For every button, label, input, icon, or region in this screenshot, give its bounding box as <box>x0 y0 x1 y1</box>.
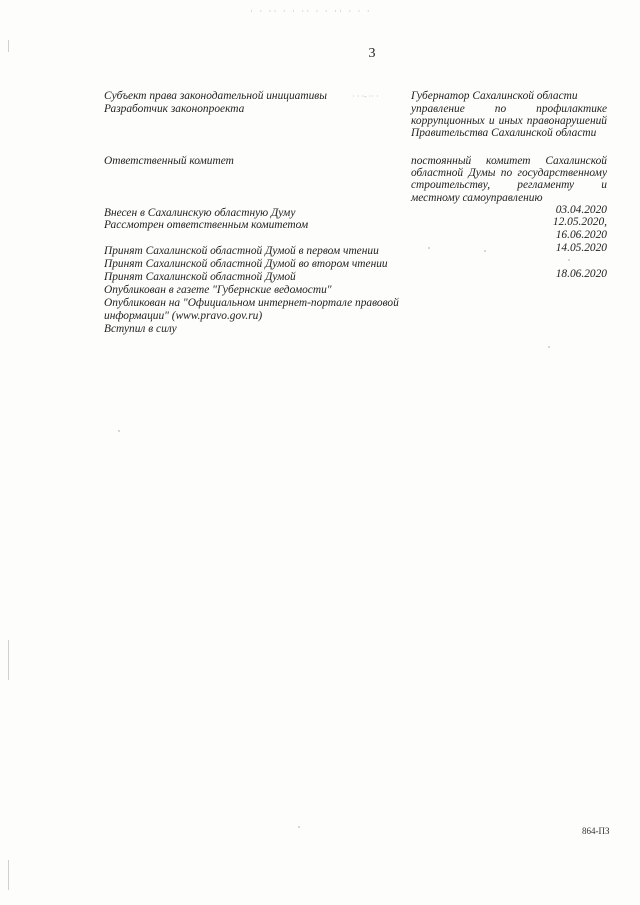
developer-value: управление по профилактике коррупционных и иных правонарушений Правительства Сахалинской области <box>411 103 607 140</box>
page-number: 3 <box>368 46 376 61</box>
second-reading-label: Принят Сахалинской областной Думой во втором чтении <box>104 258 388 270</box>
scan-artifact <box>352 94 392 100</box>
first-reading-date: 14.05.2020 <box>555 242 607 254</box>
adopted-date: 18.06.2020 <box>555 268 607 280</box>
scan-speck <box>428 247 430 249</box>
first-reading-label: Принят Сахалинской областной Думой в первом чтении <box>104 245 379 257</box>
scan-smudge <box>250 6 410 20</box>
subject-value: Губернатор Сахалинской области <box>411 90 578 102</box>
reviewed-date-2: 16.06.2020 <box>555 229 607 241</box>
submitted-date: 03.04.2020 <box>555 204 607 216</box>
published-portal-label-line1: Опубликован на "Официальном интернет-портале правовой <box>104 297 399 309</box>
scan-speck <box>118 430 120 432</box>
document-code: 864-ПЗ <box>582 826 610 836</box>
reviewed-label: Рассмотрен ответственным комитетом <box>104 219 309 231</box>
scan-speck <box>484 250 486 252</box>
subject-label: Субъект права законодательной инициативы <box>104 90 327 102</box>
reviewed-date-1: 12.05.2020, <box>552 216 607 228</box>
scan-edge-mark <box>8 640 9 680</box>
published-newspaper-label: Опубликован в газете "Губернские ведомости" <box>104 284 332 296</box>
scan-speck <box>568 259 570 261</box>
scan-speck <box>298 826 300 828</box>
scan-edge-mark <box>8 40 9 52</box>
scan-speck <box>548 346 550 348</box>
committee-label: Ответственный комитет <box>104 155 234 167</box>
adopted-label: Принят Сахалинской областной Думой <box>104 271 296 283</box>
scan-edge-mark <box>8 860 9 890</box>
published-portal-label-line2: информации" (www.pravo.gov.ru) <box>104 310 263 322</box>
submitted-label: Внесен в Сахалинскую областную Думу <box>104 207 296 219</box>
in-force-label: Вступил в силу <box>104 323 177 335</box>
developer-label: Разработчик законопроекта <box>104 103 245 115</box>
committee-value: постоянный комитет Сахалинской областной Думы по государственному строительству, регламенту и местному самоуправлению <box>411 155 607 204</box>
